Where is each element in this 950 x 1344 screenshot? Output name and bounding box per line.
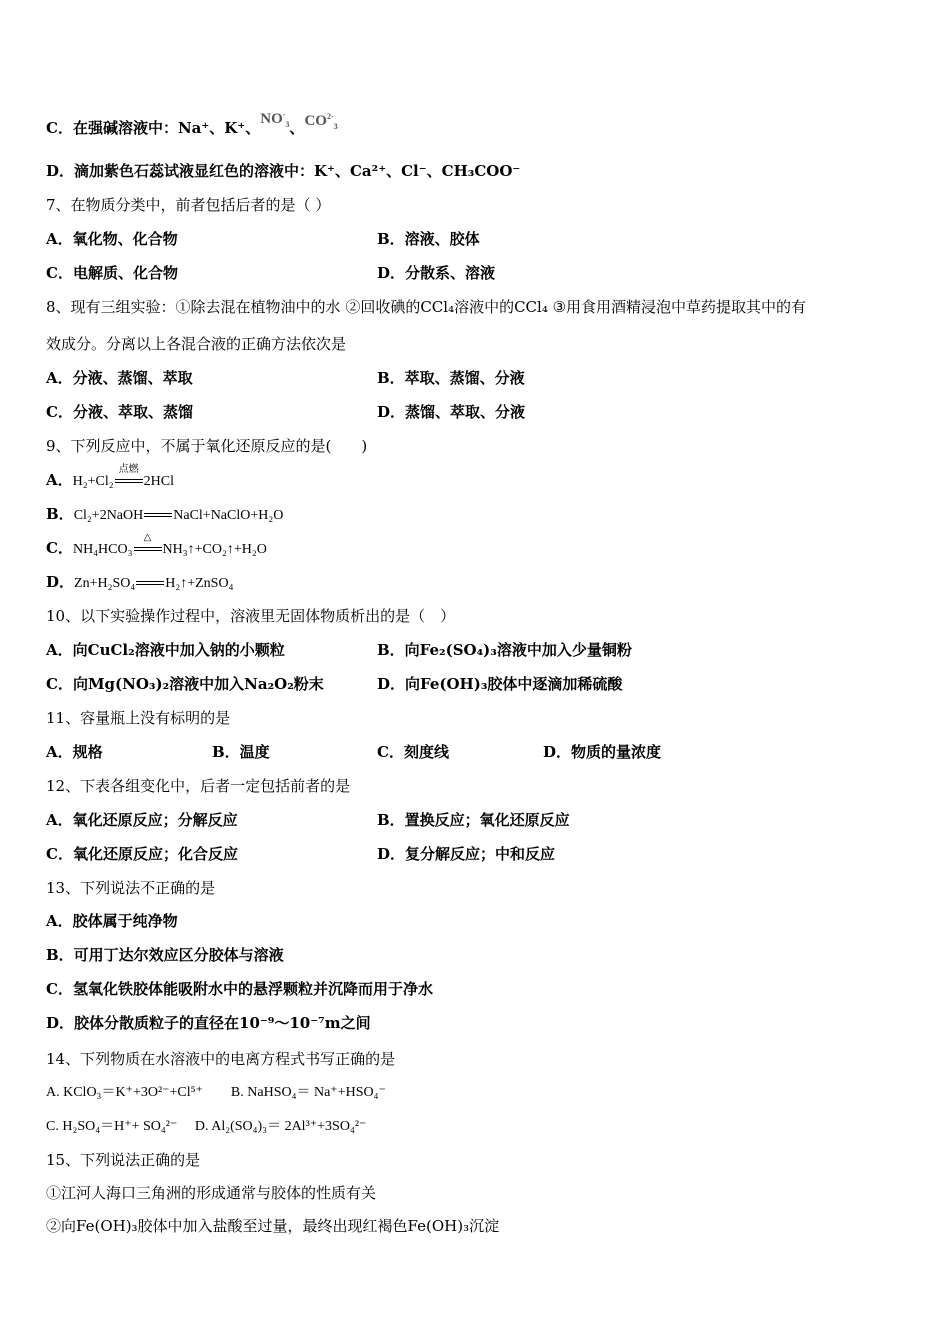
q13-option-b: B．可用丁达尔效应区分胶体与溶液 [46,946,284,964]
question-9: 9、下列反应中，不属于氧化还原反应的是( ) [46,437,368,455]
q9-option-a: A．H₂+Cl₂ 点燃 2HCl [46,464,174,489]
reaction-equals: △ [133,538,163,558]
q7-option-c: C．电解质、化合物 [46,264,178,282]
question-15: 15、下列说法正确的是 [46,1151,201,1169]
q14-options-ab: A. KClO₃＝K⁺+3O²⁻+Cl⁵⁺ B. NaHSO₄＝ Na⁺+HSO₄⁻ [46,1085,386,1100]
question-10: 10、以下实验操作过程中，溶液里无固体物质析出的是（ ） [46,607,456,625]
option-c-text: C．在强碱溶液中：Na⁺、K⁺、 [46,119,261,137]
q8-option-a: A．分液、蒸馏、萃取 [46,369,193,387]
q8-option-d: D．蒸馏、萃取、分液 [377,403,526,421]
q8-option-c: C．分液、萃取、蒸馏 [46,403,193,421]
q10-option-b: B．向Fe₂(SO₄)₃溶液中加入少量铜粉 [377,641,632,659]
q10-option-c: C．向Mg(NO₃)₂溶液中加入Na₂O₂粉末 [46,675,324,693]
carbonate-ion: $CO^{2-}_3$ [304,112,338,131]
q15-statement-1: ①江河人海口三角洲的形成通常与胶体的性质有关 [46,1184,377,1202]
q12-option-d: D．复分解反应；中和反应 [377,845,556,863]
q11-option-d: D．物质的量浓度 [543,743,662,761]
q11-option-a: A．规格 [46,743,103,761]
question-11: 11、容量瓶上没有标明的是 [46,709,231,727]
q13-option-d: D．胶体分散质粒子的直径在10⁻⁹～10⁻⁷m之间 [46,1014,371,1032]
q12-option-c: C．氧化还原反应；化合反应 [46,845,238,863]
q12-option-a: A．氧化还原反应；分解反应 [46,811,238,829]
q7-option-d: D．分散系、溶液 [377,264,496,282]
reaction-equals [143,504,173,524]
q9-option-b: B．Cl₂+2NaOH NaCl+NaClO+H₂O [46,505,284,523]
q10-option-d: D．向Fe(OH)₃胶体中逐滴加稀硫酸 [377,675,623,693]
question-7: 7、在物质分类中，前者包括后者的是（ ） [46,196,331,214]
question-12: 12、下表各组变化中，后者一定包括前者的是 [46,777,351,795]
q13-option-c: C．氢氧化铁胶体能吸附水中的悬浮颗粒并沉降而用于净水 [46,980,433,998]
question-8-line1: 8、现有三组实验：①除去混在植物油中的水 ②回收碘的CCl₄溶液中的CCl₄ ③用食用酒精浸泡中草药提取其中的有 [46,298,807,316]
q11-option-b: B．温度 [212,743,270,761]
q12-option-b: B．置换反应；氧化还原反应 [377,811,570,829]
nitrate-ion: $NO^-_3$ [260,110,290,129]
q9-option-d: D．Zn+H₂SO₄ H₂↑+ZnSO₄ [46,573,234,591]
option-d-litmus: D．滴加紫色石蕊试液显红色的溶液中：K⁺、Ca²⁺、Cl⁻、CH₃COO⁻ [46,162,521,180]
q14-options-cd: C. H₂SO₄＝H⁺+ SO₄²⁻ D. Al₂(SO₄)₃＝ 2Al³⁺+3SO₄²⁻ [46,1119,367,1134]
q7-option-a: A．氧化物、化合物 [46,230,178,248]
q9-option-c: C．NH₄HCO₃ △ NH₃↑+CO₂↑+H₂O [46,532,267,557]
q11-option-c: C．刻度线 [377,743,449,761]
reaction-equals [135,572,165,592]
question-14: 14、下列物质在水溶液中的电离方程式书写正确的是 [46,1050,396,1068]
question-8-line2: 效成分。分离以上各混合液的正确方法依次是 [46,335,347,353]
q7-option-b: B．溶液、胶体 [377,230,480,248]
q13-option-a: A．胶体属于纯净物 [46,912,178,930]
question-13: 13、下列说法不正确的是 [46,879,216,897]
reaction-equals: 点燃 [114,470,144,490]
q15-statement-2: ②向Fe(OH)₃胶体中加入盐酸至过量，最终出现红褐色Fe(OH)₃沉淀 [46,1217,500,1235]
option-c-strong-base: C．在强碱溶液中：Na⁺、K⁺、$NO^-_3$、$CO^{2-}_3$ [46,110,338,137]
q8-option-b: B．萃取、蒸馏、分液 [377,369,525,387]
q10-option-a: A．向CuCl₂溶液中加入钠的小颗粒 [46,641,285,659]
